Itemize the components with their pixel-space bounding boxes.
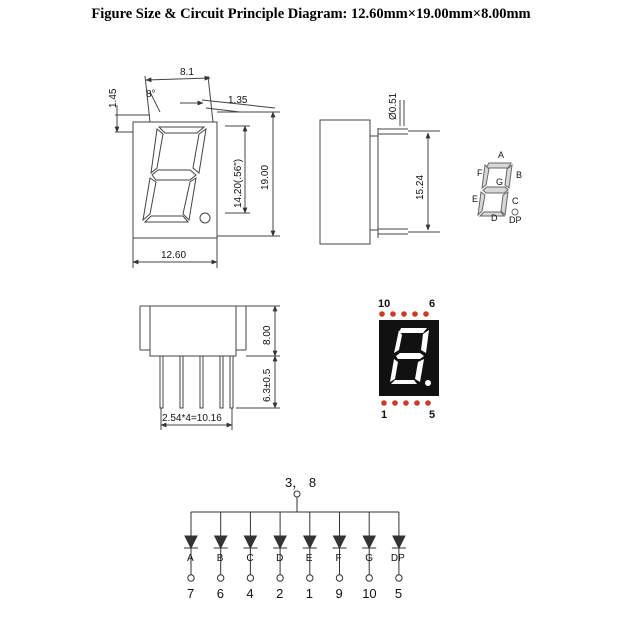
- front-digit-outline: [143, 127, 210, 223]
- segment-label-a: A: [498, 150, 505, 160]
- segment-name-e: E: [305, 553, 313, 564]
- segment-name-g: G: [365, 553, 373, 564]
- common-terminal: [294, 491, 300, 497]
- dim-top-width: 8.1: [180, 67, 194, 78]
- page-title: Figure Size & Circuit Principle Diagram: 12.60mm×19.00mm×8.00mm: [91, 6, 531, 22]
- pin-number-b: 6: [216, 586, 224, 601]
- pinout-bottom-right: 5: [429, 409, 436, 421]
- front-view: [115, 76, 280, 268]
- side-view: [320, 100, 440, 244]
- circuit-diagram: [184, 491, 406, 581]
- pin-lead: [220, 356, 223, 408]
- diode-b: [214, 512, 228, 581]
- pinout-top-pin-dots: [379, 311, 429, 317]
- pin-lead: [200, 356, 203, 408]
- dim-angle: 8°: [146, 89, 156, 100]
- pin-number-dp: 5: [394, 586, 403, 601]
- diode-f: [333, 512, 347, 581]
- segment-c: [501, 192, 508, 215]
- pin-lead: [160, 356, 163, 408]
- segment-f: [482, 165, 489, 188]
- pinout-top-right: 6: [429, 298, 436, 310]
- segment-label-f: F: [477, 168, 483, 178]
- pin-lead: [180, 356, 183, 408]
- segment-label-d: D: [491, 213, 498, 223]
- pinout-top-left: 10: [378, 298, 391, 310]
- segment-name-dp: DP: [390, 553, 405, 564]
- segment-name-c: C: [246, 553, 254, 564]
- segment-name-b: B: [216, 553, 224, 564]
- side-body-outline: [320, 120, 370, 244]
- segment-name-d: D: [276, 553, 284, 564]
- dim-pin-span: 2.54*4=10.16: [162, 413, 222, 424]
- segment-name-f: F: [335, 553, 342, 564]
- pin-number-e: 1: [305, 586, 314, 601]
- diode-d: [273, 512, 287, 581]
- pin-number-d: 2: [276, 586, 284, 601]
- pinout-bottom-left: 1: [381, 409, 388, 421]
- bottom-view: [140, 306, 280, 430]
- dim-char-height: 14.20(.56"): [233, 158, 244, 208]
- pin-number-a: 7: [187, 586, 195, 601]
- dim-width: 12.60: [161, 250, 187, 261]
- segment-a: [486, 163, 511, 168]
- segment-label-e: E: [472, 194, 479, 204]
- dim-pin-length: 6.3±0.5: [262, 368, 273, 402]
- bottom-body-outline: [150, 306, 236, 356]
- segment-label-c: C: [512, 196, 519, 206]
- dim-pin-width: Ø0.51: [388, 92, 399, 120]
- pinout-display: [379, 311, 439, 406]
- dim-height: 19.00: [260, 164, 271, 190]
- pin-lead: [230, 356, 233, 408]
- pin-number-f: 9: [335, 586, 343, 601]
- pin-number-c: 4: [246, 586, 254, 601]
- segment-map: [478, 163, 518, 216]
- segment-label-dp: DP: [509, 215, 522, 225]
- dim-pin-pitch-height: 15.24: [415, 174, 426, 200]
- dim-right-offset: 1.35: [228, 95, 248, 106]
- segment-label-b: B: [516, 170, 523, 180]
- diode-e: [303, 512, 317, 581]
- dim-offset: 1.45: [108, 88, 119, 108]
- diode-dp: [392, 512, 406, 581]
- dim-body-depth: 8.00: [262, 325, 273, 345]
- pin-number-g: 10: [362, 586, 377, 601]
- segment-g: [483, 187, 508, 193]
- segment-label-g: G: [496, 177, 504, 187]
- diode-c: [243, 512, 257, 581]
- pinout-bottom-pin-dots: [381, 400, 431, 406]
- diode-g: [362, 512, 376, 581]
- segment-name-a: A: [187, 553, 194, 564]
- diode-a: [184, 512, 198, 581]
- common-pin-label: 3， 8: [285, 475, 317, 490]
